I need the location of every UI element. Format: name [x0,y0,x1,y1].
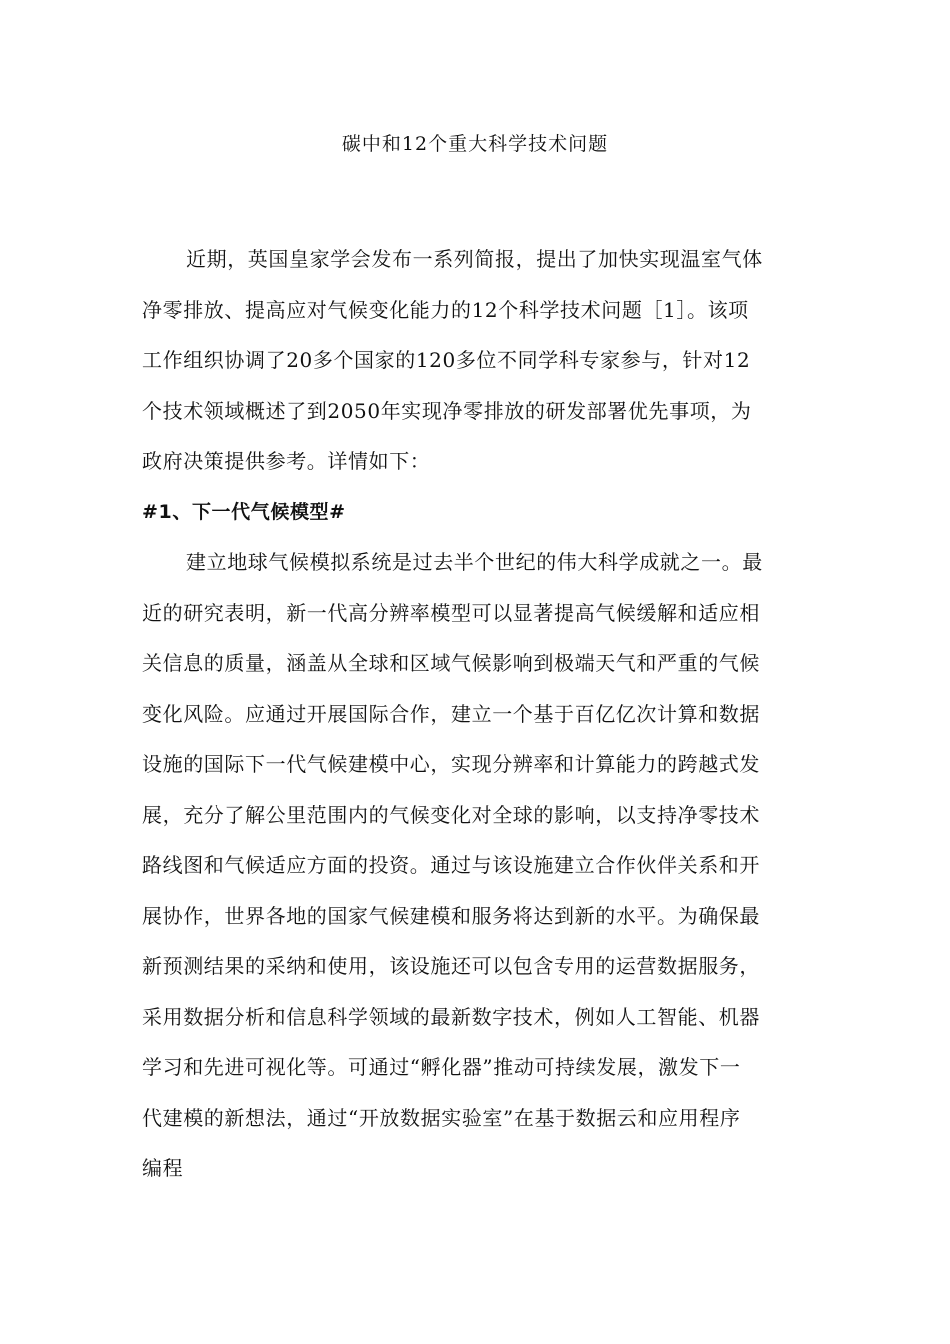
paragraph-line: 近的研究表明，新一代高分辨率模型可以显著提高气候缓解和适应相 [142,600,760,625]
paragraph-line: 工作组织协调了20多个国家的120多位不同学科专家参与，针对12 [142,348,751,372]
paragraph-line: 关信息的质量，涵盖从全球和区域气候影响到极端天气和严重的气候 [142,651,760,675]
paragraph-line: 设施的国际下一代气候建模中心，实现分辨率和计算能力的跨越式发 [142,752,760,776]
document-body [142,240,822,1200]
paragraph-line: 采用数据分析和信息科学领域的最新数字技术，例如人工智能、机器 [142,1004,760,1029]
paragraph-line: 净零排放、提高应对气候变化能力的12个科学技术问题［1］。该项 [142,297,749,322]
paragraph-line: 政府决策提供参考。详情如下： [142,449,431,473]
paragraph-line: 展协作，世界各地的国家气候建模和服务将达到新的水平。为确保最 [142,903,760,928]
paragraph-line: 路线图和气候适应方面的投资。通过与该设施建立合作伙伴关系和开 [142,853,760,877]
paragraph-line: 代建模的新想法，通过“开放数据实验室”在基于数据云和应用程序 [142,1105,741,1130]
paragraph-line: 学习和先进可视化等。可通过“孵化器”推动可持续发展，激发下一 [142,1055,741,1079]
paragraph-line: 近期，英国皇家学会发布一系列简报，提出了加快实现温室气体 [186,247,763,271]
paragraph-line: 展，充分了解公里范围内的气候变化对全球的影响，以支持净零技术 [142,802,760,827]
paragraph-line: 新预测结果的采纳和使用，该设施还可以包含专用的运营数据服务， [142,954,760,978]
document-title: 碳中和12个重大科学技术问题 [341,133,609,155]
section-heading: #1、下一代气候模型# [142,500,346,523]
paragraph-line: 编程 [142,1156,184,1180]
paragraph-line: 变化风险。应通过开展国际合作，建立一个基于百亿亿次计算和数据 [142,701,760,726]
paragraph-line: 建立地球气候模拟系统是过去半个世纪的伟大科学成就之一。最 [186,550,763,574]
paragraph-line: 个技术领域概述了到2050年实现净零排放的研发部署优先事项，为 [142,398,752,423]
